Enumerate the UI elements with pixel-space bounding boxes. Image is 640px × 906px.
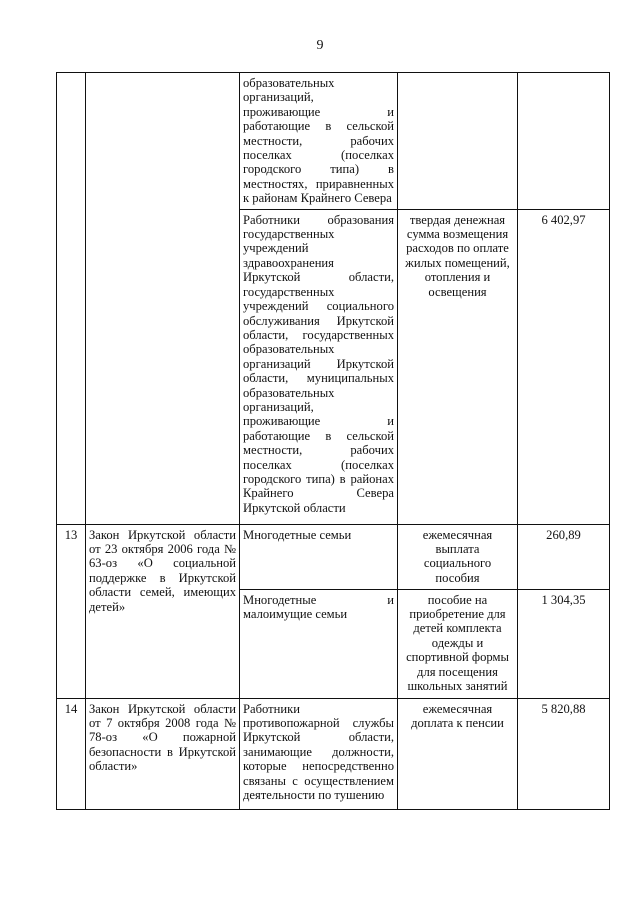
payment-cell: ежемесячная доплата к пенсии	[398, 698, 518, 809]
amount-cell: 1 304,35	[518, 589, 610, 698]
category-cell: Работники противопожарной службы Иркутской области, занимающие должности, которые непосредственно связаны с осуществлением деятельности по тушению	[240, 698, 398, 809]
payment-cell: твердая денежная сумма возмещения расходов по оплате жилых помещений, отопления и освещения	[398, 209, 518, 524]
payment-cell: пособие на приобретение для детей комплекта одежды и спортивной формы для посещения школьных занятий	[398, 589, 518, 698]
category-cell: Многодетные и малоимущие семьи	[240, 589, 398, 698]
table-row	[57, 524, 610, 589]
payment-cell: ежемесячная выплата социального пособия	[398, 524, 518, 589]
page-number: 9	[316, 38, 324, 53]
amount-cell: 6 402,97	[518, 209, 610, 524]
amount-cell: 260,89	[518, 524, 610, 589]
law-cell: Закон Иркутской области от 23 октября 2006 года № 63-оз «О социальной поддержке в Иркутской области семей, имеющих детей»	[86, 524, 240, 698]
row-number-cell	[57, 73, 86, 525]
amount-cell: 5 820,88	[518, 698, 610, 809]
table-row	[57, 73, 610, 210]
category-cell: Работники образования государственных учреждений здравоохранения Иркутской области, государственных учреждений социального обслуживания Иркутской области, государственных образовательных организаций Иркутской области, муниципальных образовательных организаций, проживающие и работающие в сельской местности, рабочих поселках (поселках городского типа) в районах Крайнего Севера Иркутской области	[240, 209, 398, 524]
row-number-cell: 14	[57, 698, 86, 809]
table-row	[57, 698, 610, 809]
category-cell: Многодетные семьи	[240, 524, 398, 589]
category-cell: образовательных организаций, проживающие и работающие в сельской местности, рабочих поселках (поселках городского типа) в местностях, приравненных к районам Крайнего Севера	[240, 73, 398, 210]
row-number-cell: 13	[57, 524, 86, 698]
law-cell	[86, 73, 240, 525]
benefits-table	[56, 72, 610, 810]
amount-cell	[518, 73, 610, 210]
law-cell: Закон Иркутской области от 7 октября 2008 года № 78-оз «О пожарной безопасности в Иркутской области»	[86, 698, 240, 809]
payment-cell	[398, 73, 518, 210]
